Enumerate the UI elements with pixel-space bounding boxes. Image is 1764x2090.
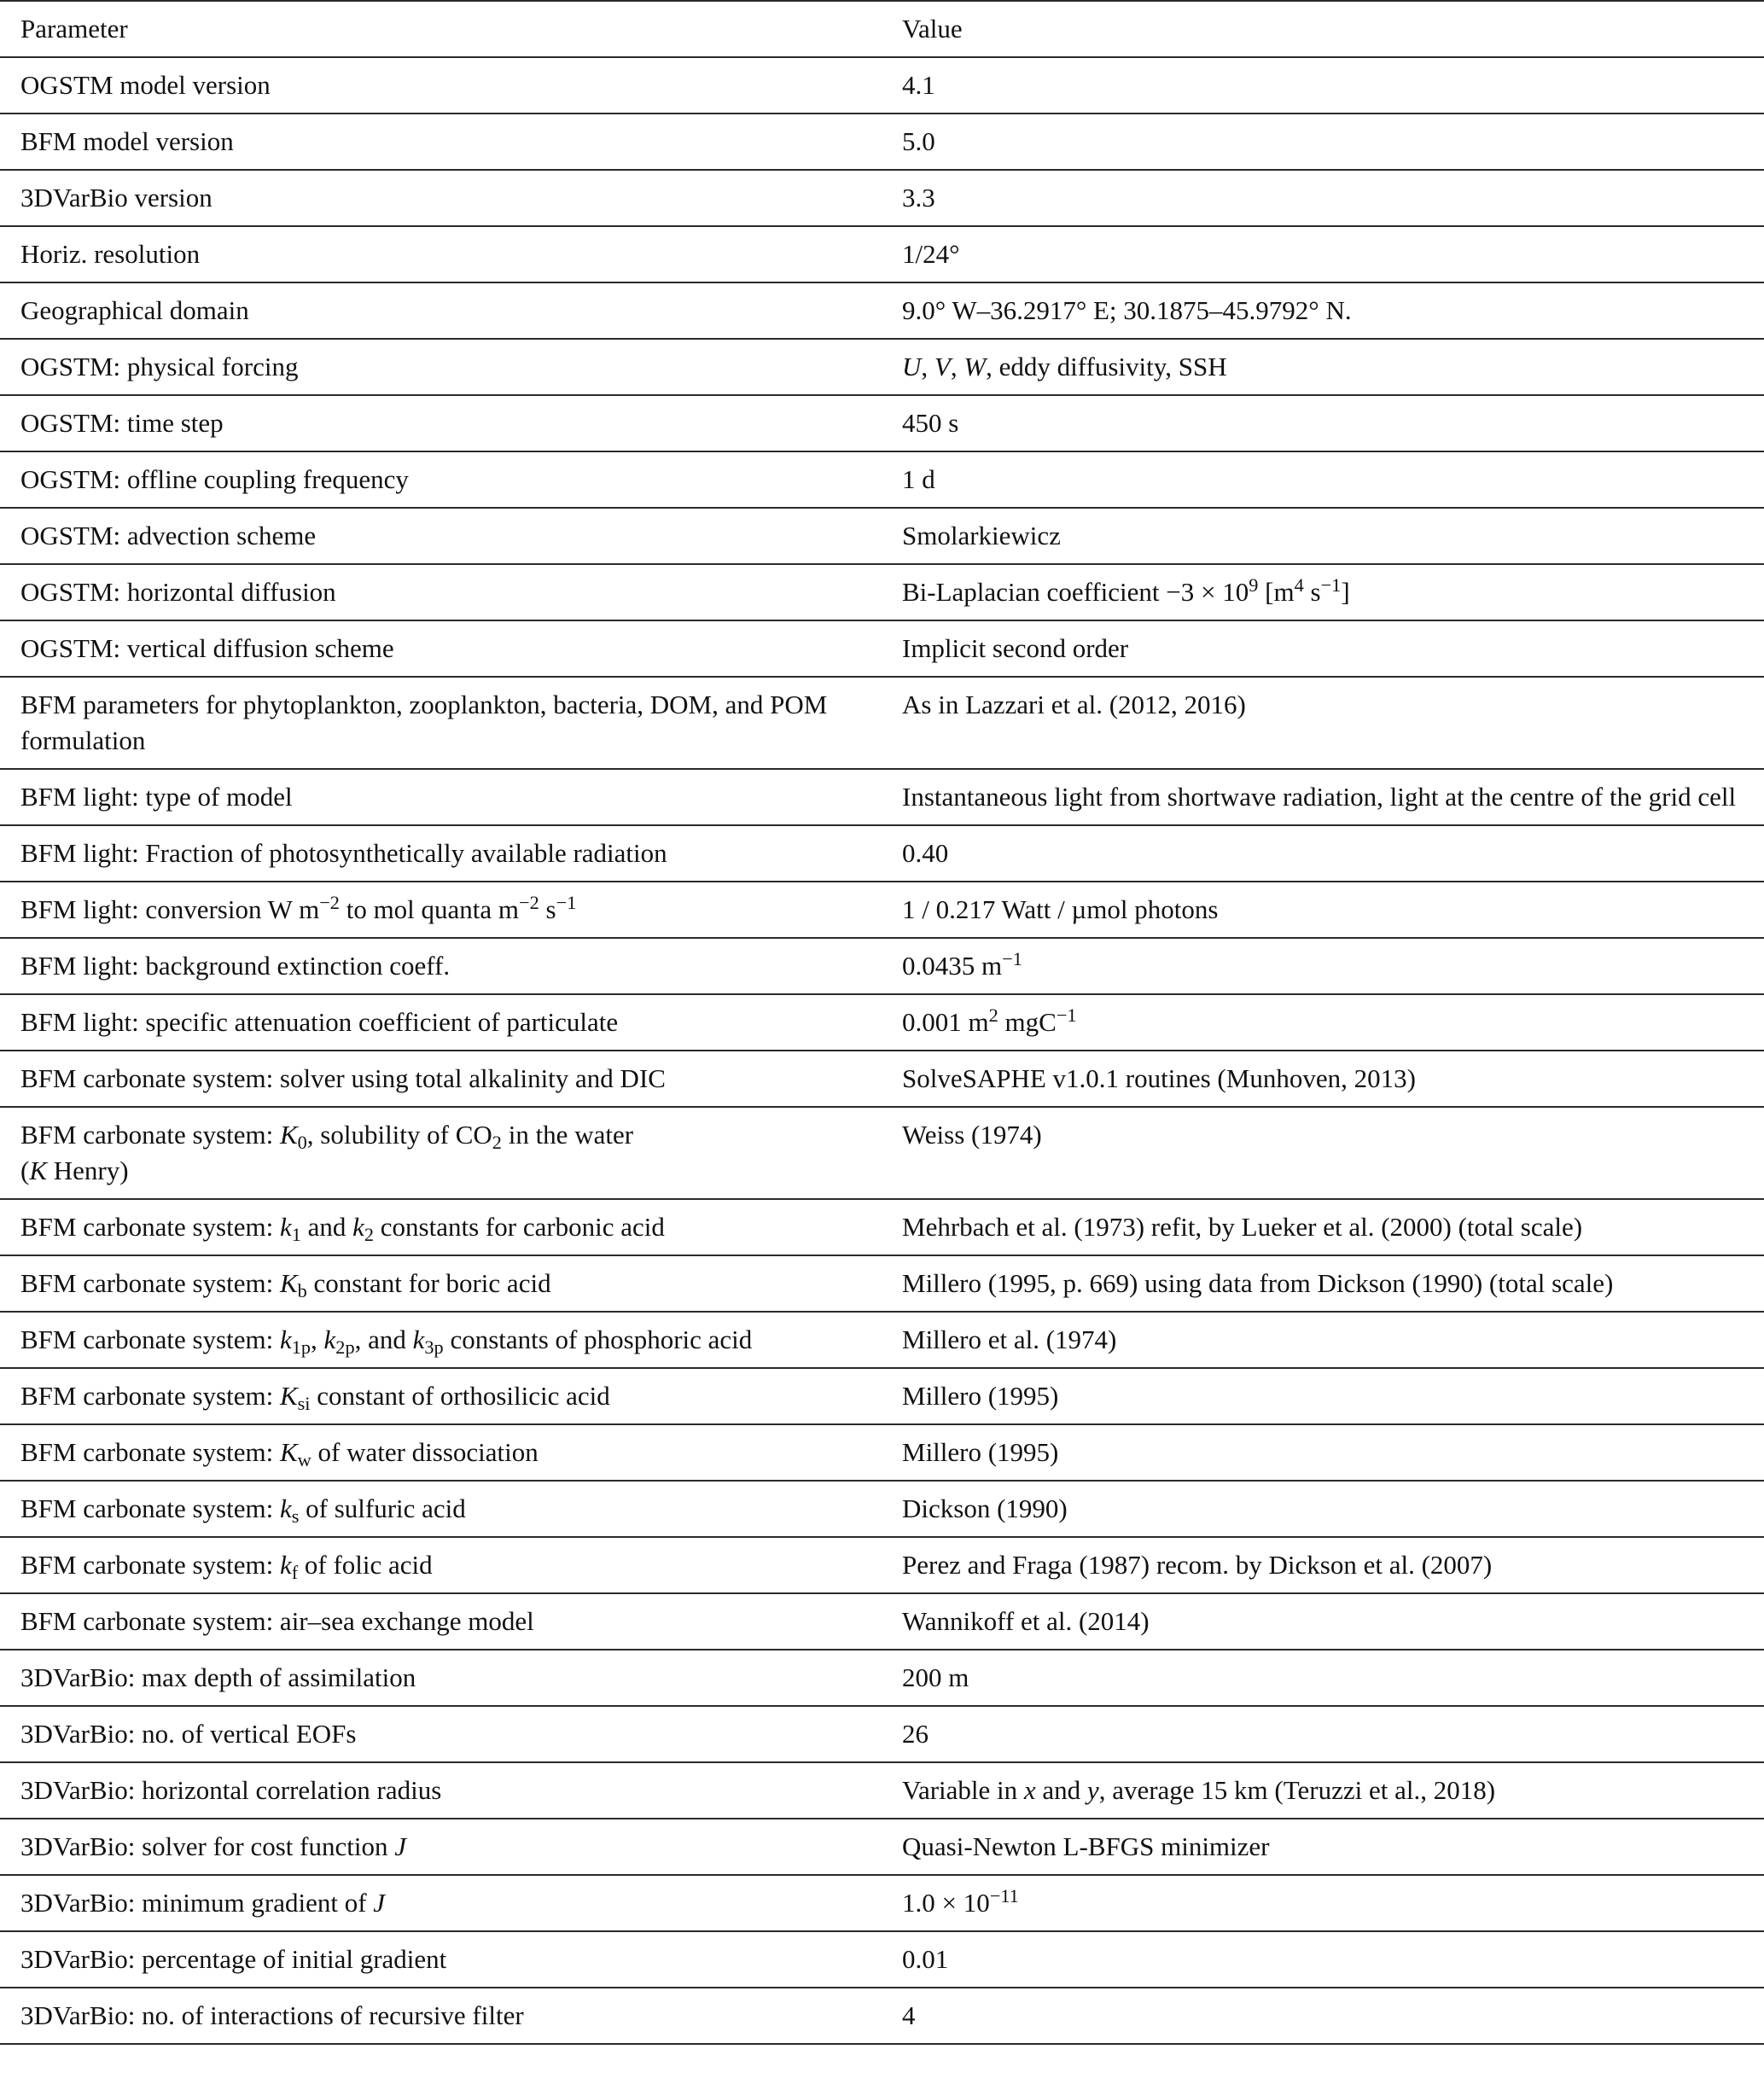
parameter-cell: [0, 1819, 882, 1875]
value-cell: [882, 226, 1764, 282]
text-segment: BFM carbonate system: solver using total alkalinity and DIC: [20, 1063, 666, 1093]
text-segment: 9.0° W–36.2917° E; 30.1875–45.9792° N.: [902, 295, 1352, 325]
text-segment: ,: [950, 352, 964, 381]
table-row: [0, 994, 1764, 1051]
table-row: [0, 769, 1764, 825]
table-row: [0, 938, 1764, 994]
text-segment: in the water: [501, 1120, 634, 1150]
text-segment: As in Lazzari et al. (2012, 2016): [902, 690, 1246, 719]
superscript: −1: [1002, 947, 1022, 969]
text-segment: BFM light: type of model: [20, 782, 293, 812]
value-cell: [882, 1481, 1764, 1537]
subscript: 2p: [335, 1336, 355, 1359]
text-segment: OGSTM: physical forcing: [20, 352, 299, 381]
value-cell: [882, 395, 1764, 451]
italic-symbol: U: [902, 352, 922, 381]
value-cell: [882, 1537, 1764, 1593]
italic-symbol: k: [279, 1493, 292, 1523]
text-segment: 3DVarBio: horizontal correlation radius: [20, 1775, 442, 1805]
text-segment: OGSTM: horizontal diffusion: [20, 577, 336, 607]
text-segment: (: [20, 1156, 30, 1185]
italic-symbol: K: [279, 1268, 298, 1298]
italic-symbol: J: [394, 1831, 406, 1861]
table-row: [0, 1875, 1764, 1931]
value-cell: [882, 1312, 1764, 1368]
subscript: si: [297, 1393, 311, 1415]
superscript: 9: [1249, 573, 1259, 596]
value-cell: [882, 1875, 1764, 1931]
value-cell: [882, 57, 1764, 114]
italic-symbol: K: [279, 1120, 298, 1150]
text-segment: BFM parameters for phytoplankton, zooplankton, bacteria, DOM, and POM formulation: [20, 690, 828, 755]
text-segment: BFM carbonate system:: [20, 1212, 280, 1242]
italic-symbol: k: [323, 1324, 336, 1354]
column-header-parameter: Parameter: [0, 1, 882, 57]
table-row: [0, 1312, 1764, 1368]
text-segment: BFM carbonate system:: [20, 1437, 280, 1467]
text-segment: to mol quanta m: [339, 894, 520, 924]
parameter-cell: [0, 1988, 882, 2044]
value-cell: [882, 825, 1764, 882]
value-cell: [882, 170, 1764, 226]
text-segment: BFM carbonate system:: [20, 1324, 280, 1354]
text-segment: of folic acid: [298, 1550, 433, 1580]
text-segment: OGSTM: offline coupling frequency: [20, 464, 409, 494]
text-segment: OGSTM model version: [20, 70, 271, 100]
value-cell: [882, 1706, 1764, 1762]
table-row: [0, 825, 1764, 882]
text-segment: ,: [921, 352, 934, 381]
italic-symbol: k: [279, 1324, 292, 1354]
text-segment: 3DVarBio: no. of interactions of recursive filter: [20, 2000, 524, 2030]
table-row: [0, 1255, 1764, 1312]
table-row: [0, 1706, 1764, 1762]
text-segment: 1/24°: [902, 239, 960, 269]
subscript: 2: [492, 1132, 502, 1154]
text-segment: Mehrbach et al. (1973) refit, by Lueker et al. (2000) (total scale): [902, 1212, 1583, 1242]
table-row: [0, 226, 1764, 282]
subscript: 1p: [291, 1336, 311, 1359]
text-segment: BFM light: background extinction coeff.: [20, 951, 451, 981]
subscript: 1: [291, 1224, 301, 1246]
text-segment: 0.0435 m: [902, 951, 1003, 981]
table-row: [0, 620, 1764, 677]
text-segment: Horiz. resolution: [20, 239, 201, 269]
text-segment: Implicit second order: [902, 633, 1129, 663]
table-row: [0, 564, 1764, 620]
table-row: [0, 1424, 1764, 1481]
text-segment: Henry): [47, 1156, 129, 1185]
italic-symbol: k: [279, 1550, 292, 1580]
value-cell: [882, 677, 1764, 769]
text-segment: Geographical domain: [20, 295, 249, 325]
table-row: [0, 1762, 1764, 1819]
text-segment: BFM light: conversion W m: [20, 894, 320, 924]
text-segment: of water dissociation: [311, 1437, 539, 1467]
value-cell: [882, 1424, 1764, 1481]
parameter-cell: [0, 825, 882, 882]
table-row: [0, 1537, 1764, 1593]
text-segment: Bi-Laplacian coefficient −3 × 10: [902, 577, 1249, 607]
table-row: [0, 282, 1764, 339]
text-segment: Millero (1995, p. 669) using data from Dickson (1990) (total scale): [902, 1268, 1614, 1298]
parameter-cell: [0, 1107, 882, 1199]
superscript: −2: [319, 891, 340, 913]
superscript: −1: [1056, 1004, 1077, 1026]
text-segment: BFM light: specific attenuation coefficient of particulate: [20, 1007, 619, 1037]
value-cell: [882, 282, 1764, 339]
parameter-cell: [0, 508, 882, 564]
superscript: −1: [556, 891, 577, 913]
table-row: [0, 1819, 1764, 1875]
parameter-cell: [0, 1593, 882, 1650]
subscript: w: [297, 1449, 311, 1471]
text-segment: and: [300, 1212, 353, 1242]
italic-symbol: x: [1023, 1775, 1036, 1805]
text-segment: [m: [1258, 577, 1295, 607]
table-row: [0, 1988, 1764, 2044]
parameter-cell: [0, 1481, 882, 1537]
parameter-cell: [0, 1875, 882, 1931]
text-segment: ,: [311, 1324, 324, 1354]
text-segment: constant for boric acid: [306, 1268, 551, 1298]
column-header-value: Value: [882, 1, 1764, 57]
text-segment: constant of orthosilicic acid: [310, 1381, 610, 1411]
text-segment: 3DVarBio: no. of vertical EOFs: [20, 1719, 357, 1749]
value-cell: [882, 339, 1764, 395]
value-cell: [882, 769, 1764, 825]
text-segment: BFM carbonate system:: [20, 1268, 280, 1298]
parameter-cell: [0, 114, 882, 170]
text-segment: 3DVarBio: solver for cost function: [20, 1831, 395, 1861]
table-row: [0, 882, 1764, 938]
text-segment: 5.0: [902, 126, 935, 156]
parameter-cell: [0, 620, 882, 677]
text-segment: , solubility of CO: [306, 1120, 492, 1150]
italic-symbol: y: [1086, 1775, 1099, 1805]
table-row: [0, 1650, 1764, 1706]
value-cell: [882, 938, 1764, 994]
table-row: [0, 1051, 1764, 1107]
text-segment: BFM carbonate system:: [20, 1120, 280, 1150]
table-row: [0, 1931, 1764, 1988]
text-segment: 1 d: [902, 464, 935, 494]
text-segment: OGSTM: vertical diffusion scheme: [20, 633, 394, 663]
subscript: b: [297, 1280, 307, 1302]
italic-symbol: V: [934, 352, 951, 381]
table-row: [0, 1481, 1764, 1537]
italic-symbol: W: [964, 352, 987, 381]
parameter-cell: [0, 882, 882, 938]
parameter-cell: [0, 395, 882, 451]
text-segment: OGSTM: time step: [20, 408, 224, 438]
text-segment: Quasi-Newton L-BFGS minimizer: [902, 1831, 1270, 1861]
parameter-cell: [0, 1312, 882, 1368]
table-row: [0, 395, 1764, 451]
text-segment: 3DVarBio: minimum gradient of: [20, 1888, 374, 1918]
text-segment: BFM carbonate system:: [20, 1493, 280, 1523]
parameter-cell: [0, 170, 882, 226]
value-cell: [882, 1593, 1764, 1650]
italic-symbol: k: [279, 1212, 292, 1242]
value-cell: [882, 1650, 1764, 1706]
value-cell: [882, 1255, 1764, 1312]
superscript: −1: [1320, 573, 1342, 596]
value-cell: [882, 451, 1764, 508]
text-segment: Smolarkiewicz: [902, 521, 1061, 550]
subscript: 3p: [424, 1336, 444, 1359]
text-segment: , and: [354, 1324, 413, 1354]
parameter-cell: [0, 451, 882, 508]
table-row: [0, 339, 1764, 395]
subscript: f: [291, 1562, 299, 1584]
value-cell: [882, 508, 1764, 564]
text-segment: ]: [1341, 577, 1350, 607]
table-header-row: [0, 1, 1764, 57]
parameter-cell: [0, 1199, 882, 1255]
text-segment: 26: [902, 1719, 929, 1749]
text-segment: 0.40: [902, 838, 949, 868]
text-segment: OGSTM: advection scheme: [20, 521, 317, 550]
parameter-cell: [0, 769, 882, 825]
table-row: [0, 1199, 1764, 1255]
text-segment: BFM carbonate system: air–sea exchange model: [20, 1606, 534, 1636]
text-segment: BFM model version: [20, 126, 234, 156]
text-segment: constants of phosphoric acid: [443, 1324, 753, 1354]
text-segment: BFM carbonate system:: [20, 1381, 280, 1411]
text-segment: 200 m: [902, 1662, 969, 1692]
value-cell: [882, 1988, 1764, 2044]
table-row: [0, 1593, 1764, 1650]
value-cell: [882, 1107, 1764, 1199]
superscript: −2: [519, 891, 539, 913]
parameter-cell: [0, 1424, 882, 1481]
text-segment: of sulfuric acid: [299, 1493, 466, 1523]
text-segment: 4.1: [902, 70, 935, 100]
subscript: 2: [364, 1224, 375, 1246]
text-segment: s: [539, 894, 556, 924]
text-segment: 3DVarBio: percentage of initial gradient: [20, 1944, 447, 1974]
text-segment: Millero (1995): [902, 1381, 1059, 1411]
parameter-cell: [0, 1762, 882, 1819]
subscript: s: [291, 1505, 300, 1528]
text-segment: Dickson (1990): [902, 1493, 1068, 1523]
parameter-cell: [0, 1368, 882, 1424]
table-row: [0, 114, 1764, 170]
parameter-cell: [0, 1650, 882, 1706]
italic-symbol: K: [279, 1437, 298, 1467]
value-cell: [882, 1051, 1764, 1107]
value-cell: [882, 1199, 1764, 1255]
value-cell: [882, 1819, 1764, 1875]
text-segment: Millero (1995): [902, 1437, 1059, 1467]
text-segment: Wannikoff et al. (2014): [902, 1606, 1150, 1636]
table-row: [0, 57, 1764, 114]
text-segment: BFM light: Fraction of photosynthetically available radiation: [20, 838, 667, 868]
table-row: [0, 508, 1764, 564]
text-segment: 0.01: [902, 1944, 949, 1974]
parameter-cell: [0, 1255, 882, 1312]
text-segment: 0.001 m: [902, 1007, 989, 1037]
table-row: [0, 677, 1764, 769]
text-segment: Variable in: [902, 1775, 1024, 1805]
parameter-cell: [0, 677, 882, 769]
italic-symbol: k: [412, 1324, 425, 1354]
superscript: 2: [988, 1004, 998, 1026]
parameter-cell: [0, 339, 882, 395]
text-segment: 3DVarBio version: [20, 183, 212, 212]
text-segment: , eddy diffusivity, SSH: [986, 352, 1227, 381]
table-row: [0, 170, 1764, 226]
italic-symbol: J: [373, 1888, 386, 1918]
value-cell: [882, 620, 1764, 677]
text-segment: and: [1035, 1775, 1087, 1805]
parameter-cell: [0, 1931, 882, 1988]
text-segment: constants for carbonic acid: [374, 1212, 665, 1242]
text-segment: SolveSAPHE v1.0.1 routines (Munhoven, 2013): [902, 1063, 1416, 1093]
superscript: −11: [989, 1884, 1019, 1907]
text-segment: BFM carbonate system:: [20, 1550, 280, 1580]
table-row: [0, 1368, 1764, 1424]
italic-symbol: k: [352, 1212, 364, 1242]
parameter-cell: [0, 226, 882, 282]
text-segment: 450 s: [902, 408, 959, 438]
value-cell: [882, 564, 1764, 620]
value-cell: [882, 1368, 1764, 1424]
table-row: [0, 1107, 1764, 1199]
text-segment: 3.3: [902, 183, 935, 212]
parameter-cell: [0, 938, 882, 994]
value-cell: [882, 882, 1764, 938]
text-segment: 1 / 0.217 Watt / µmol photons: [902, 894, 1219, 924]
text-segment: Perez and Fraga (1987) recom. by Dickson et al. (2007): [902, 1550, 1493, 1580]
italic-symbol: K: [279, 1381, 298, 1411]
value-cell: [882, 994, 1764, 1051]
text-segment: Weiss (1974): [902, 1120, 1042, 1150]
value-cell: [882, 1931, 1764, 1988]
text-segment: 3DVarBio: max depth of assimilation: [20, 1662, 416, 1692]
value-cell: [882, 1762, 1764, 1819]
parameter-cell: [0, 1051, 882, 1107]
text-segment: Millero et al. (1974): [902, 1324, 1117, 1354]
superscript: 4: [1294, 573, 1304, 596]
table-body: [0, 57, 1764, 2044]
subscript: 0: [297, 1132, 307, 1154]
text-segment: mgC: [998, 1007, 1057, 1037]
italic-symbol: K: [29, 1156, 48, 1185]
text-segment: Instantaneous light from shortwave radiation, light at the centre of the grid cell: [902, 782, 1737, 812]
value-cell: [882, 114, 1764, 170]
parameter-cell: [0, 1537, 882, 1593]
parameter-cell: [0, 57, 882, 114]
parameter-cell: [0, 564, 882, 620]
parameter-cell: [0, 282, 882, 339]
text-segment: 4: [902, 2000, 916, 2030]
parameter-cell: [0, 1706, 882, 1762]
text-segment: , average 15 km (Teruzzi et al., 2018): [1098, 1775, 1496, 1805]
parameter-cell: [0, 994, 882, 1051]
text-segment: 1.0 × 10: [902, 1888, 990, 1918]
table-row: [0, 451, 1764, 508]
text-segment: s: [1303, 577, 1321, 607]
